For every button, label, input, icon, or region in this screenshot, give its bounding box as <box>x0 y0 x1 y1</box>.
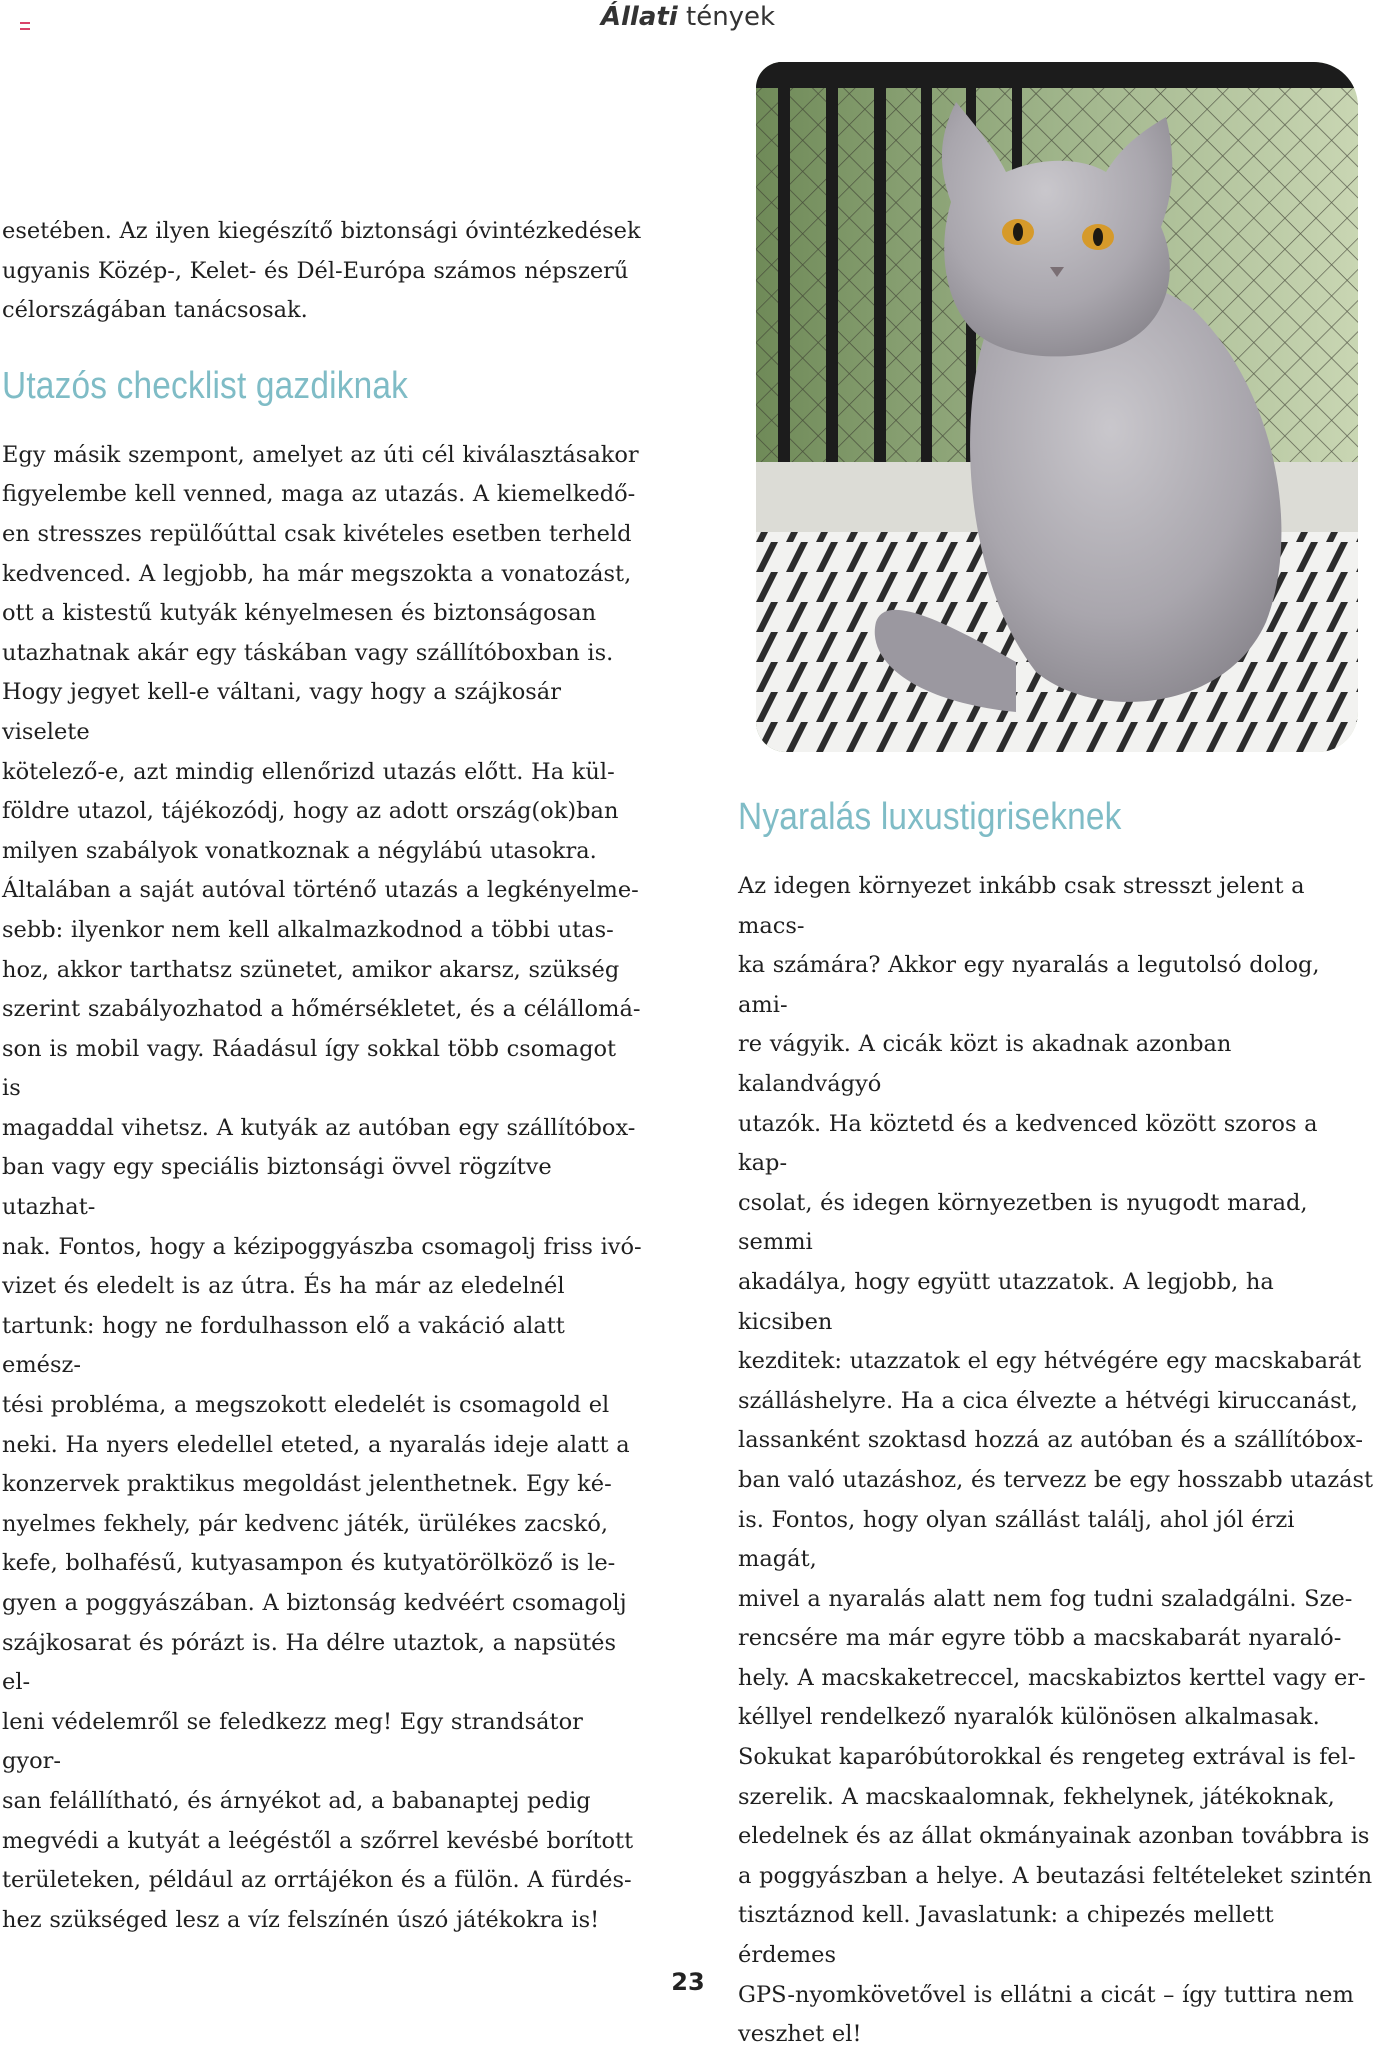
running-head-bold: Állati <box>600 2 678 32</box>
checklist-paragraph: Egy másik szempont, amelyet az úti cél kiválasztásakor figyelembe kell venned, maga az utazás. A kiemelkedő- en stresszes repülőúttal csak kivételes esetben terheld kedvenced. A legjobb, ha már megszokta a vonatozást, ott a kistestű kutyák kényelmesen és biztonságosan utazhatnak akár egy táskában vagy szállítóboxban is. Hogy jegyet kell-e váltani, vagy hogy a szájkosár viselete kötelező-e, azt mindig ellenőrizd utazás előtt. Ha kül- földre utazol, tájékozódj, hogy az adott ország(ok)ban milyen szabályok vonatkoznak a négylábú utasokra. Általában a saját autóval történő utazás a legkényelme- sebb: ilyenkor nem kell alkalmazkodnod a többi utas- hoz, akkor tarthatsz szünetet, amikor akarsz, szükség szerint szabályozhatod a hőmérsékletet, és a célállomá- son is mobil vagy. Ráadásul így sokkal több csomagot is magaddal vihetsz. A kutyák az autóban egy szállítóbox- ban vagy egy speciális biztonsági övvel rögzítve utazhat- nak. Fontos, hogy a kézipoggyászba csomagolj friss ivó- vizet és eledelt is az útra. És ha már az eledelnél tartunk: hogy ne fordulhasson elő a vakáció alatt emész- tési probléma, a megszokott eledelét is csomagold el neki. Ha nyers eledellel eteted, a nyaralás ideje alatt a konzervek praktikus megoldást jelenthetnek. Egy ké- nyelmes fekhely, pár kedvenc játék, ürülékes zacskó, kefe, bolhafésű, kutyasampon és kutyatörölköző is le- gyen a poggyászában. A biztonság kedvéért csomagolj szájkosarat és pórázt is. Ha délre utaztok, a napsütés el- leni védelemről se feledkezz meg! Egy strandsátor gyor- san felállítható, és árnyékot ad, a babanaptej pedig megvédi a kutyát a leégéstől a szőrrel kevésbé borított területeken, például az orrtájékon és a fülön. A fürdés- hez szükséged lesz a víz felszínén úszó játékokra is! <box>2 441 642 1933</box>
section-heading-nyaralas: Nyaralás luxustigriseknek <box>738 796 1122 838</box>
running-head <box>0 2 1376 32</box>
left-column <box>2 212 642 1940</box>
nyaralas-paragraph: Az idegen környezet inkább csak stresszt jelent a macs- ka számára? Akkor egy nyaralás a legutolsó dolog, ami- re vágyik. A cicák közt is akadnak azonban kalandvágyó utazók. Ha köztetd és a kedvenced között szoros a kap- csolat, és idegen környezetben is nyugodt marad, semmi akadálya, hogy együtt utazzatok. A legjobb, ha kicsiben kezditek: utazzatok el egy hétvégére egy macskabarát szálláshelyre. Ha a cica élvezte a hétvégi kiruccanást, lassanként szoktasd hozzá az autóban és a szállítóbox- ban való utazáshoz, és tervezz be egy hosszabb utazást is. Fontos, hogy olyan szállást találj, ahol jól érzi magát, mivel a nyaralás alatt nem fog tudni szaladgálni. Sze- rencsére ma már egyre több a macskabarát nyaraló- hely. A macskaketreccel, macskabiztos kerttel vagy er- kéllyel rendelkező nyaralók különösen alkalmasak. Sokukat kaparóbútorokkal és rengeteg extrával is fel- szerelik. A macskaalomnak, fekhelynek, játékoknak, eledelnek és az állat okmányainak azonban továbbra is a poggyászban a helye. A beutazási feltételeket szintén tisztáznod kell. Javaslatunk: a chipezés mellett érdemes GPS-nyomkövetővel is ellátni a cicát – így tuttira nem veszhet el! <box>738 873 1374 2048</box>
right-column <box>738 796 1374 2055</box>
intro-paragraph: esetében. Az ilyen kiegészítő biztonsági óvintézkedések ugyanis Közép-, Kelet- és Dél-Európa számos népszerű célországában tanácsosak. <box>2 218 641 324</box>
cat-photo <box>756 62 1358 752</box>
page-number: 23 <box>671 1968 705 1996</box>
section-heading-checklist: Utazós checklist gazdiknak <box>2 364 409 407</box>
running-head-rest: tények <box>686 2 776 32</box>
